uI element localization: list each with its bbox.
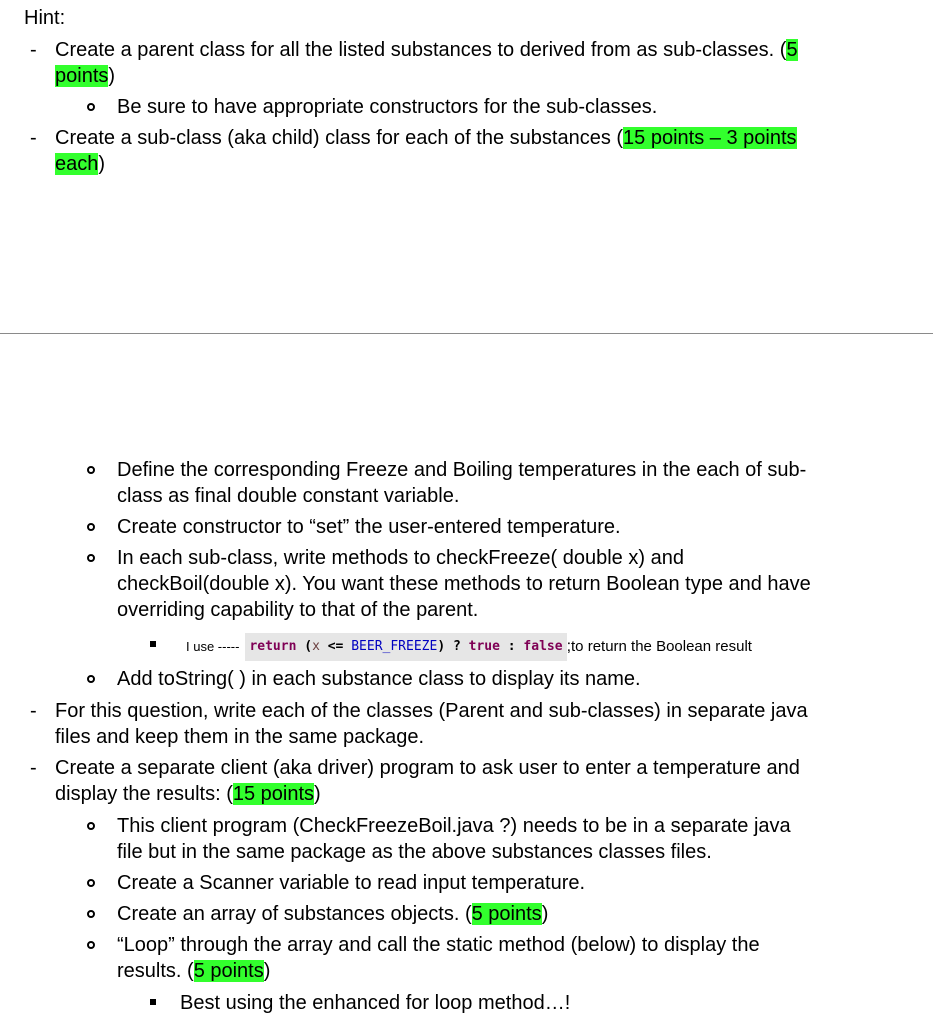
bullet-sub-class-line2: each) bbox=[55, 153, 106, 175]
code-note-suffix: to return the Boolean result bbox=[571, 638, 752, 655]
square-bullet bbox=[150, 999, 156, 1005]
circle-bullet bbox=[87, 822, 95, 830]
page-divider bbox=[0, 333, 933, 334]
points-highlight: 5 points bbox=[471, 903, 542, 925]
client-program-line2: display the results: (15 points) bbox=[55, 783, 321, 805]
client-program-line1: Create a separate client (aka driver) program to ask user to enter a temperature and bbox=[55, 757, 800, 779]
circle-bullet bbox=[87, 523, 95, 531]
separate-files-line2: files and keep them in the same package. bbox=[55, 726, 425, 748]
dash-bullet: - bbox=[30, 700, 37, 722]
circle-bullet bbox=[87, 103, 95, 111]
circle-bullet bbox=[87, 466, 95, 474]
tostring-item: Add toString( ) in each substance class to display its name. bbox=[117, 668, 641, 690]
loop-item-line2: results. (5 points) bbox=[117, 960, 271, 982]
circle-bullet bbox=[87, 675, 95, 683]
scanner-item: Create a Scanner variable to read input temperature. bbox=[117, 872, 586, 894]
bullet-parent-class-line1: Create a parent class for all the listed substances to derived from as sub-classes. (5 bbox=[55, 39, 798, 61]
code-snippet: return (x <= BEER_FREEZE) ? true : false bbox=[245, 633, 566, 661]
check-methods-line1: In each sub-class, write methods to checkFreeze( double x) and bbox=[117, 547, 684, 569]
points-highlight: 5 bbox=[786, 39, 798, 61]
document-page-1 bbox=[0, 0, 933, 334]
client-file-line1: This client program (CheckFreezeBoil.java ?) needs to be in a separate java bbox=[117, 815, 791, 837]
circle-bullet bbox=[87, 554, 95, 562]
bullet-parent-class-line2: points) bbox=[55, 65, 116, 87]
points-highlight: 15 points – 3 points bbox=[623, 127, 797, 149]
constructor-set-item: Create constructor to “set” the user-entered temperature. bbox=[117, 516, 621, 538]
code-note: I use ----- return (x <= BEER_FREEZE) ? true : false ; to return the Boolean result bbox=[186, 633, 752, 661]
points-highlight: each bbox=[55, 153, 99, 175]
loop-item-line1: “Loop” through the array and call the static method (below) to display the bbox=[117, 934, 760, 956]
separate-files-line1: For this question, write each of the classes (Parent and sub-classes) in separate java bbox=[55, 700, 808, 722]
circle-bullet bbox=[87, 910, 95, 918]
enhanced-for-loop-item: Best using the enhanced for loop method…! bbox=[180, 992, 571, 1014]
dash-bullet: - bbox=[30, 39, 37, 61]
circle-bullet bbox=[87, 879, 95, 887]
bullet-sub-class-line1: Create a sub-class (aka child) class for each of the substances (15 points – 3 points bbox=[55, 127, 797, 149]
square-bullet bbox=[150, 641, 156, 647]
hint-label: Hint: bbox=[24, 7, 66, 29]
points-highlight: 5 points bbox=[193, 960, 264, 982]
code-note-prefix: I use ----- bbox=[186, 639, 240, 654]
dash-bullet: - bbox=[30, 757, 37, 779]
check-methods-line3: overriding capability to that of the parent. bbox=[117, 599, 479, 621]
array-item: Create an array of substances objects. (5 points) bbox=[117, 903, 549, 925]
circle-bullet bbox=[87, 941, 95, 949]
points-highlight: 15 points bbox=[232, 783, 315, 805]
document-page-2 bbox=[0, 335, 933, 1024]
sub-bullet-constructors: Be sure to have appropriate constructors for the sub-classes. bbox=[117, 96, 658, 118]
points-highlight: points bbox=[55, 65, 109, 87]
client-file-line2: file but in the same package as the above substances classes files. bbox=[117, 841, 712, 863]
define-temps-line1: Define the corresponding Freeze and Boiling temperatures in the each of sub- bbox=[117, 459, 807, 481]
define-temps-line2: class as final double constant variable. bbox=[117, 485, 460, 507]
check-methods-line2: checkBoil(double x). You want these methods to return Boolean type and have bbox=[117, 573, 811, 595]
dash-bullet: - bbox=[30, 127, 37, 149]
